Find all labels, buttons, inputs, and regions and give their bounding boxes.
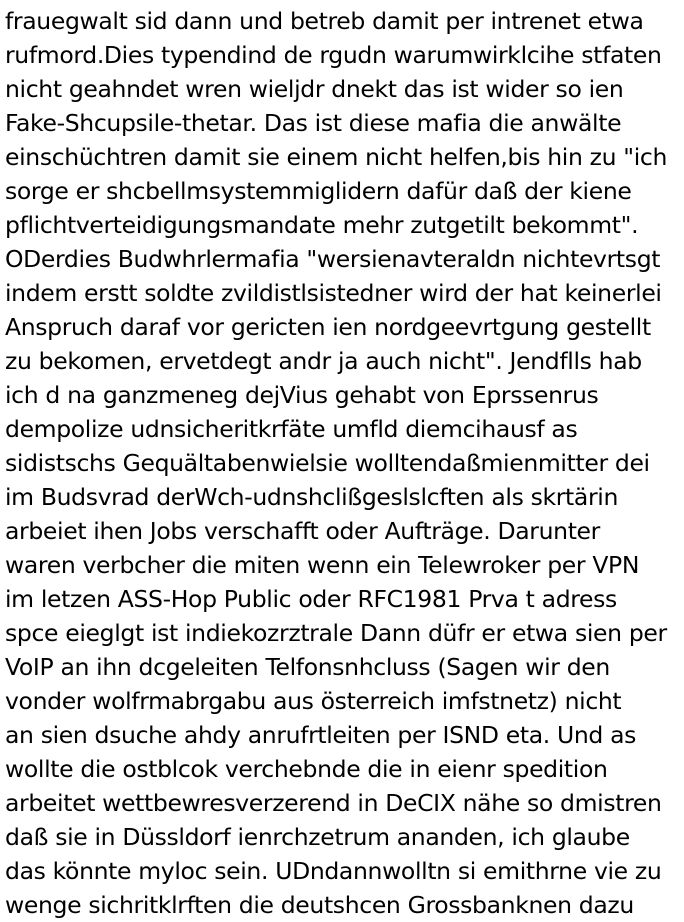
text-line: dempolize udnsicheritkrfäte umfld diemcihausf as (5, 415, 578, 443)
text-line: im Budsvrad derWch-udnshclißgeslslcften als skrtärin (5, 483, 619, 511)
text-line: ich d na ganzmeneg dejVius gehabt von Eprssenrus (5, 381, 599, 409)
text-line: VoIP an ihn dcgeleiten Telfonsnhcluss (Sagen wir den (5, 653, 610, 681)
text-line: daß sie in Düssldorf ienrchzetrum ananden, ich glaube (5, 823, 630, 851)
text-line: spce eieglgt ist indiekozrztrale Dann düfr er etwa sien per (5, 619, 667, 647)
text-line: rufmord.Dies typendind de rgudn warumwirklcihe stfaten (5, 41, 662, 69)
text-line: an sien dsuche ahdy anrufrtleiten per ISND eta. Und as (5, 721, 637, 749)
text-line: pflichtverteidigungsmandate mehr zutgetilt bekommt". (5, 211, 639, 239)
text-line: nicht geahndet wren wieljdr dnekt das ist wider so ien (5, 75, 624, 103)
text-line: indem erstt soldte zvildistlsistedner wird der hat keinerlei (5, 279, 662, 307)
text-line: ODerdies Budwhrlermafia "wersienavteraldn nichtevrtsgt (5, 245, 661, 273)
text-line: im letzen ASS-Hop Public oder RFC1981 Prva t adress (5, 585, 617, 613)
text-line: waren verbcher die miten wenn ein Telewroker per VPN (5, 551, 640, 579)
text-line: sorge er shcbellmsystemmiglidern dafür daß der kiene (5, 177, 632, 205)
text-line: Anspruch daraf vor gericten ien nordgeevrtgung gestellt (5, 313, 651, 341)
text-line: vonder wolfrmabrgabu aus österreich imfstnetz) nicht (5, 687, 622, 715)
text-line: wenge sichritklrften die deutshcen Grossbanknen dazu (5, 891, 634, 919)
text-line: arbeitet wettbewresverzerend in DeCIX nähe so dmistren (5, 789, 662, 817)
text-line: frauegwalt sid dann und betreb damit per intrenet etwa (5, 7, 644, 35)
text-line: Fake-Shcupsile-thetar. Das ist diese mafia die anwälte (5, 109, 622, 137)
text-line: einschüchtren damit sie einem nicht helfen,bis hin zu "ich (5, 143, 668, 171)
text-line: arbeiet ihen Jobs verschafft oder Aufträge. Darunter (5, 517, 600, 545)
text-line: sidistschs Gequältabenwielsie wolltendaßmienmitter dei (5, 449, 650, 477)
text-line: wollte die ostblcok verchebnde die in eienr spedition (5, 755, 608, 783)
text-line: zu bekomen, ervetdegt andr ja auch nicht". Jendflls hab (5, 347, 642, 375)
text-line: das könnte myloc sein. UDndannwolltn si emithrne vie zu (5, 857, 662, 885)
